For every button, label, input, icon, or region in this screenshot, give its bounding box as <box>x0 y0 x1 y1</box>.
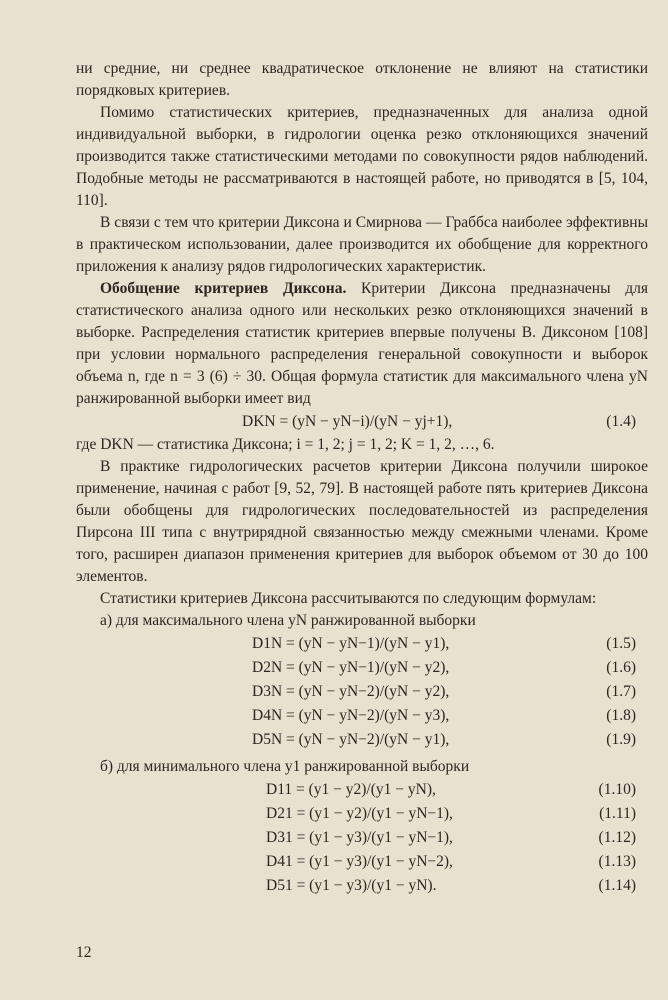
equation-number: (1.9) <box>606 731 636 748</box>
equation-number: (1.4) <box>606 413 636 430</box>
equation-1-13 <box>76 850 648 874</box>
equation-formula: D1N = (yN − yN−1)/(yN − y1), <box>252 635 450 652</box>
paragraph-practice: В практике гидрологических расчетов критерии Диксона получили широкое применение, начиная с работ [9, 52, 79]. В настоящей работе пять критериев Диксона были обобщены для гидрологических последовательностей из распределения Пирсона III типа с внутрирядной связанностью между смежными членами. Кроме того, расширен диапазон применения критериев для выборок объемом от 30 до 100 элементов. <box>76 458 648 585</box>
equation-number: (1.6) <box>606 659 636 676</box>
paragraph-where: где DKN — статистика Диксона; i = 1, 2; j = 1, 2; K = 1, 2, …, 6. <box>76 436 495 453</box>
paragraph-dixon-grubbs: В связи с тем что критерии Диксона и Смирнова — Граббса наиболее эффективны в практическом использовании, далее производится их обобщение для корректного приложения к анализу рядов гидрологических характеристик. <box>76 214 648 275</box>
section-text: Критерии Диксона предназначены для статистического анализа одного или нескольких резко отклоняющихся значений в выборке. Распределения статистик критериев впервые получены В. Диксоном [108] при условии нормального распределения генеральной совокупности и выборок объема n, где n = 3 (6) ÷ 30. Общая формула статистик для максимального члена yN ранжированной выборки имеет вид <box>76 280 648 407</box>
equation-number: (1.7) <box>606 683 636 700</box>
equation-1-9 <box>76 728 648 752</box>
paragraph-statistical-criteria: Помимо статистических критериев, предназначенных для анализа одной индивидуальной выборки, в гидрологии оценка резко отклоняющихся значений производится также статистическими методами по совокупности рядов наблюдений. Подобные методы не рассматриваются в настоящей работе, но приводятся в [5, 104, 110]. <box>76 104 648 209</box>
paragraph-dixon-generalization <box>76 278 648 410</box>
equation-1-12 <box>76 826 648 850</box>
section-heading: Обобщение критериев Диксона. <box>100 280 347 297</box>
equation-1-4 <box>76 410 648 434</box>
equation-formula: D21 = (y1 − y2)/(y1 − yN−1), <box>266 805 453 822</box>
equation-formula: D51 = (y1 − y3)/(y1 − yN). <box>266 877 437 894</box>
equation-number: (1.8) <box>606 707 636 724</box>
page-number: 12 <box>76 944 92 961</box>
equation-number: (1.10) <box>598 781 636 798</box>
equation-formula: D11 = (y1 − y2)/(y1 − yN), <box>266 781 436 798</box>
equation-formula: D5N = (yN − yN−2)/(yN − y1), <box>252 731 450 748</box>
equation-formula: D2N = (yN − yN−1)/(yN − y2), <box>252 659 450 676</box>
equation-1-7 <box>76 680 648 704</box>
equation-formula: DKN = (yN − yN−i)/(yN − yj+1), <box>242 413 453 430</box>
equation-1-5 <box>76 632 648 656</box>
equation-1-14 <box>76 874 648 898</box>
equation-formula: D4N = (yN − yN−2)/(yN − y3), <box>252 707 450 724</box>
equation-formula: D41 = (y1 − y3)/(y1 − yN−2), <box>266 853 453 870</box>
equation-1-8 <box>76 704 648 728</box>
equation-formula: D31 = (y1 − y3)/(y1 − yN−1), <box>266 829 453 846</box>
equation-number: (1.12) <box>598 829 636 846</box>
subheading-min-member: б) для минимального члена y1 ранжированной выборки <box>100 758 470 775</box>
equation-number: (1.13) <box>598 853 636 870</box>
equation-1-10 <box>76 778 648 802</box>
equation-number: (1.5) <box>606 635 636 652</box>
paragraph-formulas-intro: Статистики критериев Диксона рассчитываются по следующим формулам: <box>100 590 597 607</box>
equation-number: (1.14) <box>598 877 636 894</box>
equation-formula: D3N = (yN − yN−2)/(yN − y2), <box>252 683 450 700</box>
paragraph-continuation: ни средние, ни среднее квадратическое отклонение не влияют на статистики порядковых критериев. <box>76 60 648 99</box>
equation-1-6 <box>76 656 648 680</box>
equation-number: (1.11) <box>599 805 636 822</box>
equation-1-11 <box>76 802 648 826</box>
subheading-max-member: а) для максимального члена yN ранжированной выборки <box>100 612 476 629</box>
